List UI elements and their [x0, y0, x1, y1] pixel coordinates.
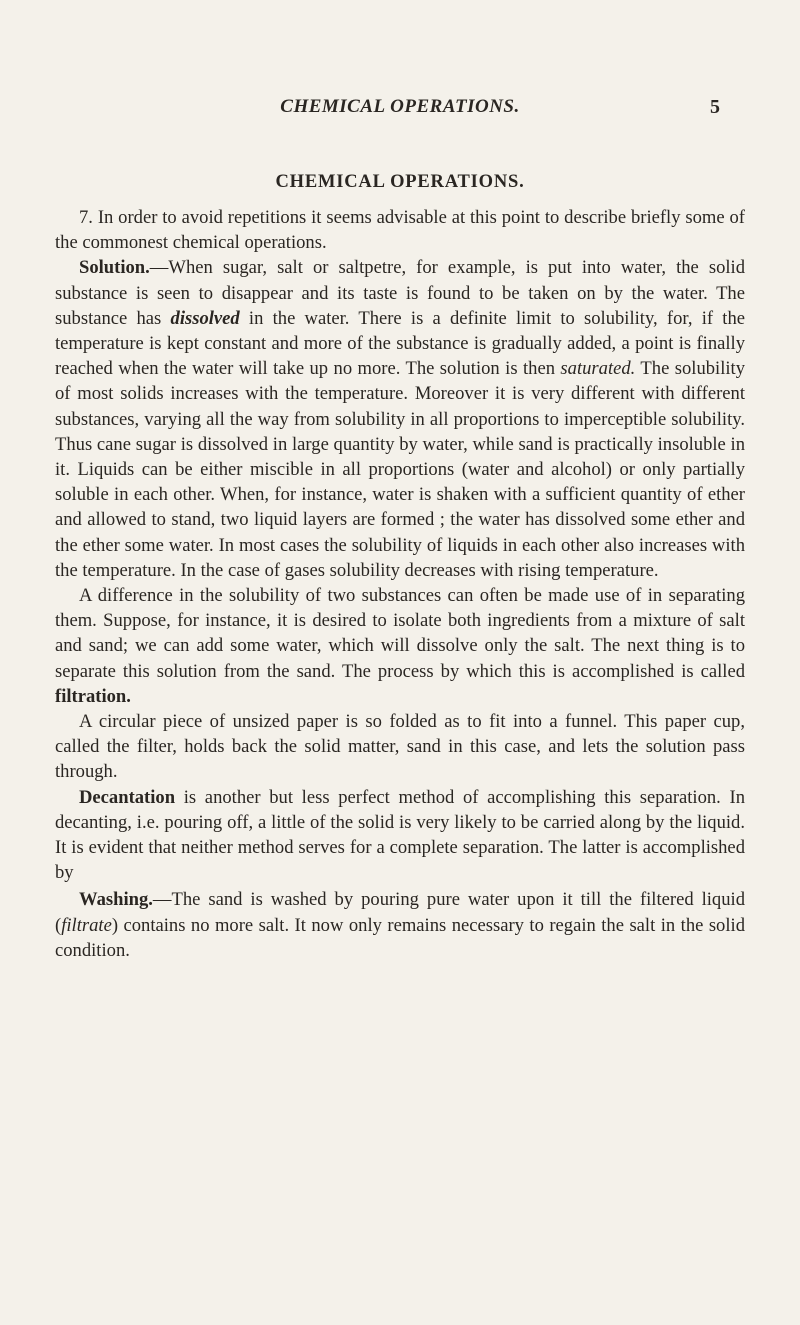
section-number: 7.: [79, 207, 93, 228]
emphasis-filtrate: filtrate: [61, 914, 112, 936]
body-text: [55, 205, 745, 963]
term-solution: Solution.: [79, 257, 150, 279]
paragraph-text: In order to avoid repetitions it seems advisable at this point to describe briefly some of the commonest chemical operations.: [55, 207, 745, 254]
paragraph-separation: [55, 583, 745, 709]
paragraph-decantation: [55, 785, 745, 886]
paragraph-text: is another but less perfect method of accomplishing this separation. In decanting, i.e. pouring off, a little of the solid is very likely to be carried along by the liquid. It is evident that neither method serves for a complete separation. The latter is accomplished by: [55, 786, 745, 884]
emphasis-saturated: saturated.: [560, 358, 636, 380]
paragraph-text: ) contains no more salt. It now only remains necessary to regain the salt in the solid condition.: [55, 914, 745, 961]
paragraph-text: A circular piece of unsized paper is so folded as to fit into a funnel. This paper cup, called the filter, holds back the solid matter, sand in this case, and lets the solution pass through.: [55, 711, 745, 783]
paragraph-text: —The sand is washed by pouring pure water upon it till the filtered liquid (: [55, 889, 745, 936]
paragraph-washing: [55, 887, 745, 963]
paragraph-text: in the water. There is a definite limit to solubility, for, if the temperature is kept constant and more of the substance is gradually added, a point is finally reached when the water will take up no more. The solution is then: [55, 307, 745, 380]
section-heading: CHEMICAL OPERATIONS.: [275, 172, 525, 192]
paragraph-text: —When sugar, salt or saltpetre, for example, is put into water, the solid substance is seen to disappear and its taste is found to be taken on by the water. The substance has: [55, 257, 745, 329]
running-head-title: CHEMICAL OPERATIONS.: [280, 96, 520, 117]
paragraph-intro: [55, 205, 745, 255]
paragraph-text: The solubility of most solids increases with the temperature. Moreover it is very different with different substances, varying all the way from solubility in all proportions to imperceptible solubility. Thus cane sugar is dissolved in large quantity by water, while sand is practically insoluble in it. Liquids can be either miscible in all proportions (water and alcohol) or only partially soluble in each other. When, for instance, water is shaken with a sufficient quantity of ether and allowed to stand, two liquid layers are formed ; the water has dissolved some ether and the ether some water. In most cases the solubility of liquids in each other also increases with the temperature. In the case of gases solubility decreases with rising temperature.: [55, 358, 745, 581]
emphasis-dissolved: dissolved: [170, 307, 240, 329]
term-washing: Washing.: [79, 889, 153, 911]
term-decantation: Decantation: [79, 786, 176, 808]
running-head: [80, 96, 720, 126]
paragraph-filter: [55, 709, 745, 785]
term-filtration: filtration.: [55, 685, 131, 707]
page-number: 5: [710, 96, 720, 118]
paragraph-solution: [55, 255, 745, 583]
paragraph-text: A difference in the solubility of two substances can often be made use of in separating them. Suppose, for instance, it is desired to isolate both ingredients from a mixture of salt and sand; we can add some water, which will dissolve only the salt. The next thing is to separate this solution from the sand. The process by which this is accomplished is called: [55, 585, 745, 682]
